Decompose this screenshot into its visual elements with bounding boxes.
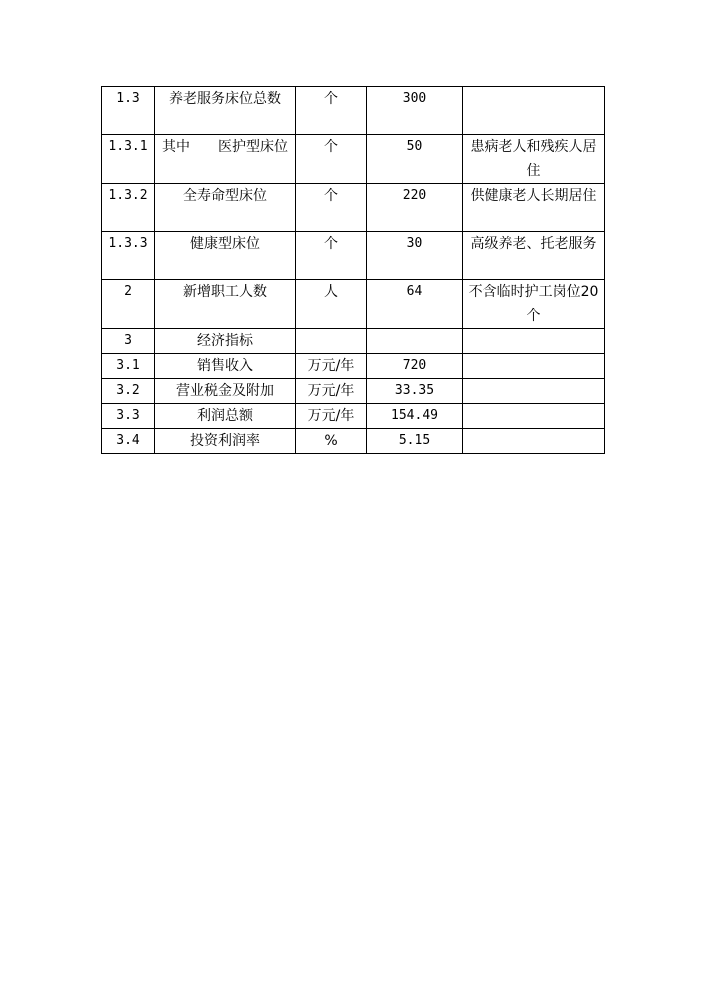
row-unit: 个 <box>296 184 367 232</box>
table-row <box>102 280 605 329</box>
row-item: 经济指标 <box>155 329 296 354</box>
table-row <box>102 232 605 280</box>
row-number: 1.3.1 <box>102 135 155 184</box>
row-quantity: 720 <box>367 354 463 379</box>
row-note <box>463 329 605 354</box>
row-number: 2 <box>102 280 155 329</box>
row-unit: 万元/年 <box>296 354 367 379</box>
row-note: 患病老人和残疾人居住 <box>463 135 605 184</box>
row-unit: 人 <box>296 280 367 329</box>
row-item: 销售收入 <box>155 354 296 379</box>
indicator-table <box>101 86 605 454</box>
table-row <box>102 87 605 135</box>
row-quantity: 30 <box>367 232 463 280</box>
row-number: 1.3.3 <box>102 232 155 280</box>
row-note: 不含临时护工岗位20个 <box>463 280 605 329</box>
row-unit <box>296 329 367 354</box>
row-number: 3.2 <box>102 379 155 404</box>
row-item: 其中 医护型床位 <box>155 135 296 184</box>
row-unit: 个 <box>296 87 367 135</box>
row-number: 1.3 <box>102 87 155 135</box>
row-unit: 万元/年 <box>296 404 367 429</box>
row-unit: 万元/年 <box>296 379 367 404</box>
table-row <box>102 429 605 454</box>
row-item: 全寿命型床位 <box>155 184 296 232</box>
row-quantity <box>367 329 463 354</box>
row-note: 高级养老、托老服务 <box>463 232 605 280</box>
row-item: 新增职工人数 <box>155 280 296 329</box>
row-number: 3.1 <box>102 354 155 379</box>
row-quantity: 64 <box>367 280 463 329</box>
row-note <box>463 354 605 379</box>
table-row <box>102 404 605 429</box>
row-note <box>463 404 605 429</box>
table-row <box>102 379 605 404</box>
row-unit: 个 <box>296 135 367 184</box>
row-quantity: 300 <box>367 87 463 135</box>
row-quantity: 5.15 <box>367 429 463 454</box>
row-number: 3.4 <box>102 429 155 454</box>
row-quantity: 33.35 <box>367 379 463 404</box>
row-note: 供健康老人长期居住 <box>463 184 605 232</box>
row-item: 健康型床位 <box>155 232 296 280</box>
row-unit: % <box>296 429 367 454</box>
row-number: 1.3.2 <box>102 184 155 232</box>
table-row <box>102 329 605 354</box>
table-row <box>102 354 605 379</box>
row-quantity: 154.49 <box>367 404 463 429</box>
row-number: 3 <box>102 329 155 354</box>
row-note <box>463 379 605 404</box>
row-unit: 个 <box>296 232 367 280</box>
row-item: 养老服务床位总数 <box>155 87 296 135</box>
row-item: 利润总额 <box>155 404 296 429</box>
row-item: 投资利润率 <box>155 429 296 454</box>
row-item: 营业税金及附加 <box>155 379 296 404</box>
row-note <box>463 429 605 454</box>
row-note <box>463 87 605 135</box>
row-quantity: 50 <box>367 135 463 184</box>
table-row <box>102 184 605 232</box>
table-row <box>102 135 605 184</box>
row-quantity: 220 <box>367 184 463 232</box>
row-number: 3.3 <box>102 404 155 429</box>
